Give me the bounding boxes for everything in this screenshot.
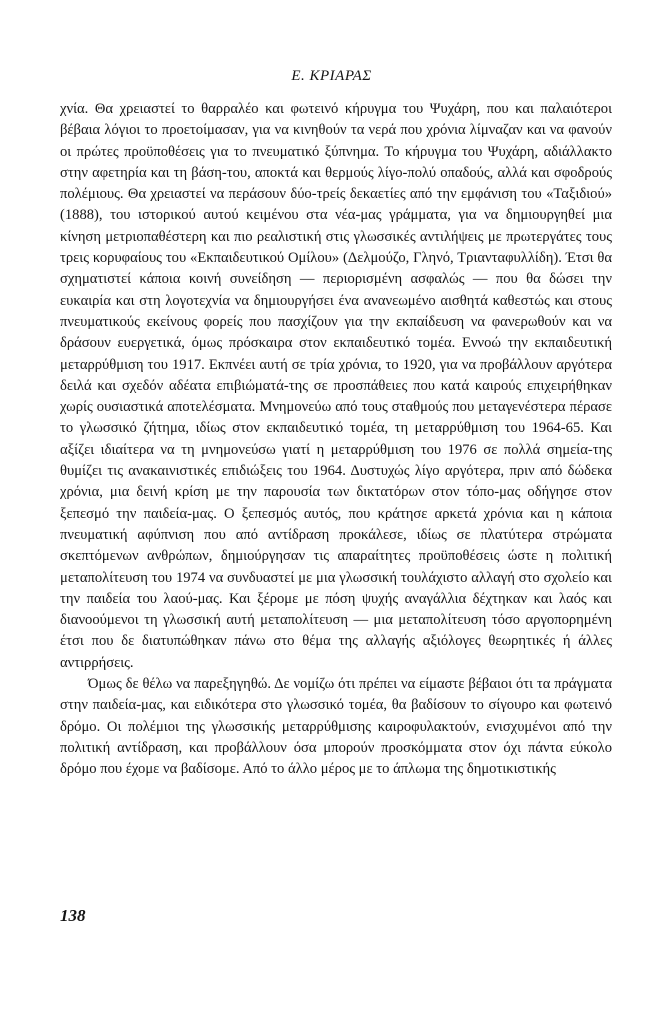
paragraph-2: Όμως δε θέλω να παρεξηγηθώ. Δε νομίζω ότι πρέπει να είμαστε βέβαιοι ότι τα πράγματα στην παιδεία-μας, και ειδικότερα στο γλωσσικό τομέα, θα βαδίσουν το σίγουρο και φωτεινό δρόμο. Οι πολέμιοι της γλωσσικής μεταρρύθμισης καιροφυλακτούν, ενισχυμένοι από την πολιτική αντίδραση, και προβάλλουν όσα μπορούν προσκόμματα στον όχι πάντα εύκολο δρόμο που έχομε να βαδίσομε. Από το άλλο μέρος με το άπλωμα της δημοτικιστικής [60, 676, 612, 778]
body-text [60, 99, 612, 781]
page-number: 138 [60, 906, 86, 925]
running-title: Ε. ΚΡΙΑΡΑΣ [291, 68, 372, 84]
paragraph-1: χνία. Θα χρειαστεί το θαρραλέο και φωτεινό κήρυγμα του Ψυχάρη, που και παλαιότεροι βέβαια λόγιοι το προετοίμασαν, για να κινηθούν τα νερά που χρόνια λίμναζαν και να φανούν οι πρώτες προϋποθέσεις για το πνευματικό ξύπνημα. Το κήρυγμα του Ψυχάρη, αδιάλλακτο στην αφετηρία και τη βάση-του, αποκτά και θερμούς λίγο-πολύ οπαδούς, αλλά και σφοδρούς πολέμιους. Θα χρειαστεί να περάσουν δύο-τρείς δεκαετίες από την εμφάνιση του «Ταξιδιού» (1888), του ιστορικού αυτού κειμένου στα νέα-μας γράμματα, για να δημιουργηθεί μια κίνηση μετριοπαθέστερη και πιο ρεαλιστική στις γλωσσικές αντιλήψεις με πρωτεργάτες τους τρεις κορυφαίους του «Εκπαιδευτικού Ομίλου» (Δελμούζο, Γληνό, Τριανταφυλλίδη). Έτσι θα σχηματιστεί κάποια κοινή συνείδηση — περιορισμένη ασφαλώς — που θα δώσει την ευκαιρία και στη λογοτεχνία να δημιουργήσει ένα ανανεωμένο αισθητά καθεστώς και στους πνευματικούς εκείνους φορείς που πασχίζουν για την εκπαίδευση να φανερωθούν και να δράσουν ευεργετικά, όμως πρόσκαιρα στον εκπαιδευτικό τομέα. Εννοώ την εκπαιδευτική μεταρρύθμιση του 1917. Εκπνέει αυτή σε τρία χρόνια, το 1920, για να προβάλλουν αργότερα δειλά και σχεδόν αδέατα επιβιώματά-της σε προσπάθειες που κατά καιρούς επιχειρήθηκαν χωρίς ουσιαστικά αποτελέσματα. Μνημονεύω από τους σταθμούς που μεταγενέστερα πέρασε το γλωσσικό ζήτημα, ιδίως στον εκπαιδευτικό τομέα, τη μεταρρύθμιση του 1964-65. Και αξίζει ιδιαίτερα να τη μνημονεύσω γιατί η μεταρρύθμιση του 1976 σε πολλά σημεία-της θυμίζει τις ανακαινιστικές επιδιώξεις του 1964. Δυστυχώς λίγο αργότερα, πριν από δώδεκα χρόνια, μια δεινή κρίση με την παρουσία των δικτατόρων στον τόπο-μας οδήγησε στον ξεπεσμό την παιδεία-μας. Ο ξεπεσμός αυτός, που κράτησε αρκετά χρόνια και η κάποια πνευματική αφύπνιση που από αντίδραση προκάλεσε, ιδίως σε πλατύτερα στρώματα σκεπτόμενων ανθρώπων, δημιούργησαν τις απαραίτητες προϋποθέσεις ώστε η πολιτική μεταπολίτευση του 1974 να συνδυαστεί με μια γλωσσική τουλάχιστο αλλαγή στο σχολείο και την παιδεία του λαού-μας. Και ξέρομε με πόση ψυχής αναγάλλια δέχτηκαν και λαός και διανοούμενοι τη γλωσσική αυτή μεταπολίτευση — μια μεταπολίτευση τόσο αργοπορημένη έτσι που δε διατυπώθηκαν πάνω στο θέμα της αλλαγής αξιόλογες θεωρητικές ή άλλες αντιρρήσεις. [60, 101, 612, 671]
